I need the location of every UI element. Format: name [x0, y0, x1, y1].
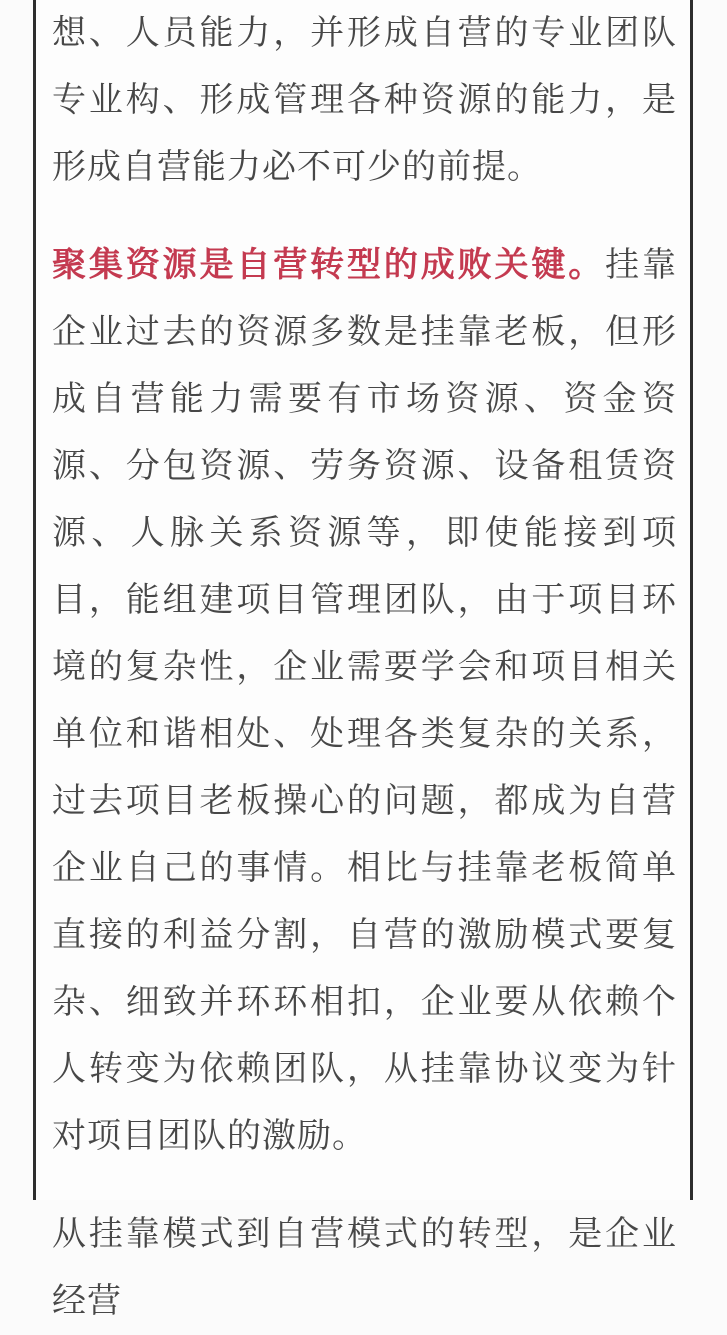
article-content-box — [33, 0, 693, 1321]
paragraph-lead: 聚集资源是自营转型的成败关键。 — [52, 245, 606, 285]
paragraph — [52, 232, 677, 1170]
paragraph — [52, 0, 677, 201]
article-body — [52, 0, 677, 1335]
paragraph — [52, 1201, 677, 1335]
paragraph-text: 想、人员能力，并形成自营的专业团队专业构、形成管理各种资源的能力，是形成自营能力必不可少的前提。 — [52, 13, 677, 187]
paragraph-text: 挂靠企业过去的资源多数是挂靠老板，但形成自营能力需要有市场资源、资金资源、分包资源、劳务资源、设备租赁资源、人脉关系资源等，即使能接到项目，能组建项目管理团队，由于项目环境的复杂性，企业需要学会和项目相关单位和谐相处、处理各类复杂的关系，过去项目老板操心的问题，都成为自营企业自己的事情。相比与挂靠老板简单直接的利益分割，自营的激励模式要复杂、细致并环环相扣，企业要从依赖个人转变为依赖团队，从挂靠协议变为针对项目团队的激励。 — [52, 245, 677, 1156]
paragraph-text: 从挂靠模式到自营模式的转型，是企业经营 — [52, 1214, 677, 1321]
